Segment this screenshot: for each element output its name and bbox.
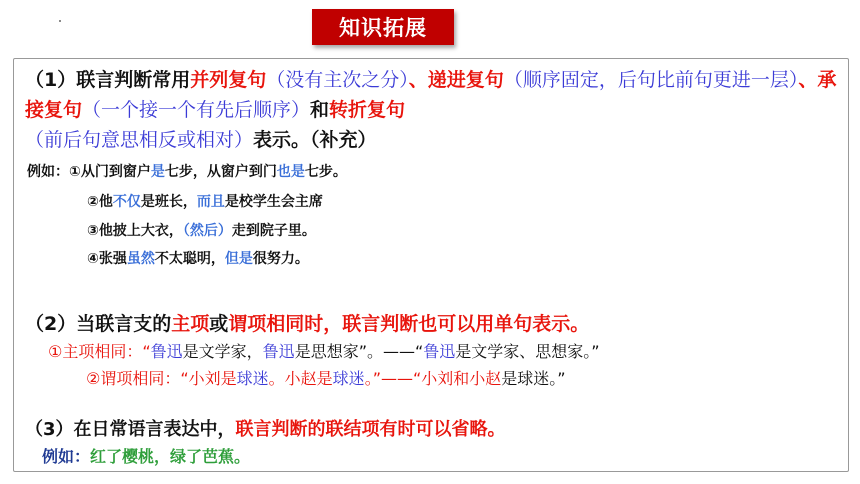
separator-1: 、 [408, 69, 428, 91]
example-4-keyword-1: 虽然 [126, 251, 155, 267]
example-4-c: 很努力。 [252, 251, 309, 267]
example-3 [87, 220, 316, 240]
term-subject: 主项 [171, 313, 210, 335]
section-3-example-label: 例如： [42, 447, 91, 466]
example-3-b: 走到院子里。 [231, 223, 316, 239]
section-2-lead: 当联言支的 [76, 313, 172, 335]
term-successive: 承接复句 [25, 69, 837, 121]
note-successive: （一个接一个有先后顺序） [82, 99, 311, 121]
banner-title: 知识拓展 [339, 16, 427, 40]
example-1-b: 七步，从窗户到门 [164, 164, 277, 180]
section-2-number: （2） [25, 313, 77, 335]
example-2-keyword-2: 而且 [196, 194, 225, 210]
sub1-d: 是文学家、思想家。” [455, 342, 600, 361]
note-progressive: （顺序固定，后句比前句更进一层） [503, 69, 799, 91]
conjunction-or: 或 [209, 313, 229, 335]
example-2 [87, 191, 323, 211]
section-3 [25, 415, 506, 441]
example-label-row [27, 161, 347, 181]
sub1-keyword-1: 鲁迅 [150, 342, 183, 361]
sub2-b: 。小赵是 [268, 369, 333, 388]
example-4-b: 不太聪明， [154, 251, 225, 267]
title-banner [312, 9, 454, 45]
sub1-b: 是文学家， [182, 342, 263, 361]
example-4-keyword-2: 但是 [224, 251, 253, 267]
sub2-c: 。”——“ [364, 369, 422, 388]
sub1-a: ①主项相同：“ [48, 342, 151, 361]
section-2-example-predicate [86, 366, 566, 389]
example-2-c: 是校学生会主席 [224, 194, 323, 210]
example-2-b: 是班长， [140, 194, 197, 210]
note-adversative: （前后句意思相反或相对） [25, 129, 254, 151]
sub2-keyword-1: 球迷 [236, 369, 269, 388]
sub2-keyword-2: 球迷 [332, 369, 365, 388]
section-1-number: （1） [25, 69, 77, 91]
example-3-keyword: （然后） [182, 223, 232, 239]
example-4 [87, 248, 309, 268]
sub1-c: 是思想家”。——“ [294, 342, 424, 361]
example-2-a: ②他 [87, 194, 113, 210]
section-1-tail: 表示。（补充） [253, 129, 377, 151]
decorative-dot [59, 20, 61, 22]
section-3-example-text: 红了樱桃，绿了芭蕉。 [90, 447, 251, 466]
section-1-lead: 联言判断常用 [76, 69, 191, 91]
content-panel [13, 58, 849, 472]
section-3-lead: 在日常语言表达中， [73, 419, 236, 440]
examples-label: 例如： [27, 164, 69, 180]
sub2-a: ②谓项相同：“小刘是 [86, 369, 237, 388]
example-1-keyword-2: 也是 [276, 164, 305, 180]
example-1-keyword-1: 是 [150, 164, 165, 180]
section-3-example [42, 444, 250, 467]
term-parallel: 并列复句 [190, 69, 267, 91]
conjunction-and: 和 [310, 99, 330, 121]
sub2-d: 是球迷。” [501, 369, 566, 388]
example-4-a: ④张强 [87, 251, 127, 267]
term-adversative: 转折复句 [329, 99, 406, 121]
term-progressive: 递进复句 [427, 69, 504, 91]
separator-2: 、 [798, 69, 818, 91]
section-2 [25, 309, 589, 336]
example-1-a: ①从门到窗户 [69, 164, 151, 180]
example-1-c: 七步。 [304, 164, 347, 180]
note-parallel: （没有主次之分） [266, 69, 409, 91]
sub1-keyword-3: 鲁迅 [423, 342, 456, 361]
section-2-rule: 谓项相同时，联言判断也可以用单句表示。 [228, 313, 590, 335]
section-3-number: （3） [25, 419, 74, 440]
example-2-keyword-1: 不仅 [112, 194, 141, 210]
sub1-keyword-2: 鲁迅 [262, 342, 295, 361]
section-1 [25, 65, 840, 155]
section-3-rule: 联言判断的联结项有时可以省略。 [235, 419, 506, 440]
sub2-keyword-3: 小刘和小赵 [421, 369, 502, 388]
example-3-a: ③他披上大衣， [87, 223, 183, 239]
section-2-example-subject [48, 339, 600, 362]
